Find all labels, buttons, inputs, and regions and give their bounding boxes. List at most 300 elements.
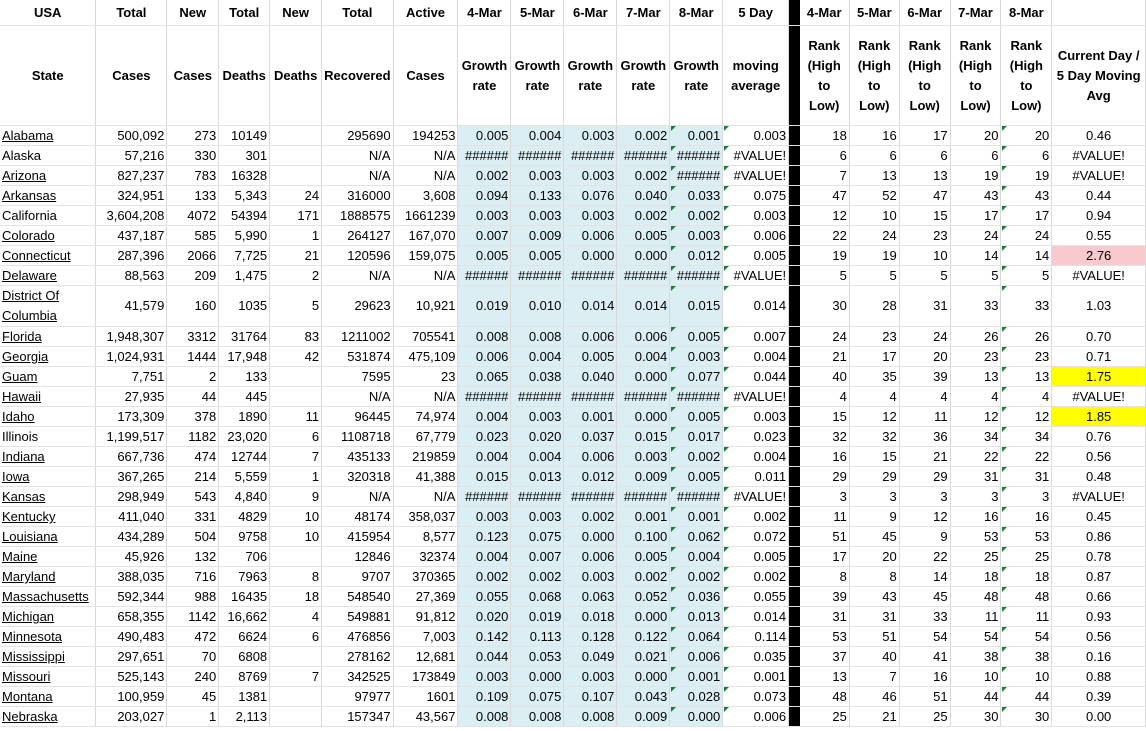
rank-cell[interactable]: 5 <box>950 266 1001 286</box>
recovered-cell[interactable]: 120596 <box>322 246 393 266</box>
growth-rate-cell[interactable]: 0.015 <box>458 467 511 487</box>
growth-rate-cell[interactable]: 0.006 <box>670 647 723 667</box>
total-deaths-cell[interactable]: 12744 <box>219 447 270 467</box>
header-cell[interactable] <box>1052 0 1146 26</box>
total-deaths-cell[interactable]: 4829 <box>219 507 270 527</box>
rank-cell[interactable]: 17 <box>1001 206 1052 226</box>
ratio-cell[interactable]: 0.78 <box>1052 547 1146 567</box>
new-cases-cell[interactable]: 44 <box>167 387 219 407</box>
new-cases-cell[interactable]: 504 <box>167 527 219 547</box>
rank-cell[interactable]: 21 <box>849 707 899 727</box>
state-link[interactable]: Montana <box>0 687 96 707</box>
rank-cell[interactable]: 5 <box>1001 266 1052 286</box>
ratio-cell[interactable]: 1.85 <box>1052 407 1146 427</box>
growth-rate-cell[interactable]: 0.004 <box>458 447 511 467</box>
state-link[interactable]: District Of Columbia <box>0 286 96 327</box>
header-cell[interactable]: 5 Day <box>723 0 789 26</box>
growth-rate-cell[interactable]: 0.002 <box>458 166 511 186</box>
state-link[interactable]: Kansas <box>0 487 96 507</box>
state-link[interactable]: Louisiana <box>0 527 96 547</box>
growth-rate-cell[interactable]: 0.052 <box>617 587 670 607</box>
rank-cell[interactable]: 39 <box>899 367 950 387</box>
rank-cell[interactable]: 24 <box>1001 226 1052 246</box>
new-deaths-cell[interactable]: 8 <box>270 567 322 587</box>
header-cell[interactable]: 4-Mar <box>458 0 511 26</box>
rank-cell[interactable]: 25 <box>800 707 850 727</box>
new-cases-cell[interactable]: 209 <box>167 266 219 286</box>
active-cases-cell[interactable]: 159,075 <box>393 246 458 266</box>
moving-average-cell[interactable]: 0.004 <box>723 447 789 467</box>
new-cases-cell[interactable]: 132 <box>167 547 219 567</box>
header-cell[interactable]: 7-Mar <box>950 0 1001 26</box>
rank-cell[interactable]: 13 <box>800 667 850 687</box>
growth-rate-cell[interactable]: 0.012 <box>564 467 617 487</box>
rank-cell[interactable]: 21 <box>899 447 950 467</box>
state-link[interactable]: Arkansas <box>0 186 96 206</box>
growth-rate-cell[interactable]: 0.000 <box>670 707 723 727</box>
rank-cell[interactable]: 46 <box>849 687 899 707</box>
growth-rate-cell[interactable]: 0.015 <box>617 427 670 447</box>
total-deaths-cell[interactable]: 445 <box>219 387 270 407</box>
rank-cell[interactable]: 10 <box>950 667 1001 687</box>
rank-cell[interactable]: 47 <box>800 186 850 206</box>
new-deaths-cell[interactable]: 4 <box>270 607 322 627</box>
growth-rate-cell[interactable]: 0.005 <box>670 407 723 427</box>
total-cases-cell[interactable]: 388,035 <box>96 567 167 587</box>
active-cases-cell[interactable]: 7,003 <box>393 627 458 647</box>
growth-rate-cell[interactable]: 0.002 <box>670 447 723 467</box>
rank-cell[interactable]: 17 <box>800 547 850 567</box>
growth-rate-cell[interactable]: 0.002 <box>617 206 670 226</box>
ratio-cell[interactable]: 0.93 <box>1052 607 1146 627</box>
new-deaths-cell[interactable]: 42 <box>270 347 322 367</box>
rank-cell[interactable]: 39 <box>800 587 850 607</box>
rank-cell[interactable]: 30 <box>950 707 1001 727</box>
header-cell[interactable]: Rank (High to Low) <box>899 26 950 126</box>
growth-rate-cell[interactable]: 0.007 <box>511 547 564 567</box>
ratio-cell[interactable]: 2.76 <box>1052 246 1146 266</box>
header-cell[interactable] <box>789 0 800 26</box>
growth-rate-cell[interactable]: 0.008 <box>458 327 511 347</box>
new-deaths-cell[interactable]: 6 <box>270 427 322 447</box>
new-cases-cell[interactable]: 1444 <box>167 347 219 367</box>
rank-cell[interactable]: 14 <box>950 246 1001 266</box>
rank-cell[interactable]: 16 <box>1001 507 1052 527</box>
rank-cell[interactable]: 44 <box>950 687 1001 707</box>
growth-rate-cell[interactable]: 0.003 <box>564 567 617 587</box>
moving-average-cell[interactable]: 0.073 <box>723 687 789 707</box>
ratio-cell[interactable]: #VALUE! <box>1052 387 1146 407</box>
growth-rate-cell[interactable]: 0.013 <box>511 467 564 487</box>
active-cases-cell[interactable]: N/A <box>393 387 458 407</box>
growth-rate-cell[interactable]: 0.004 <box>511 447 564 467</box>
growth-rate-cell[interactable]: 0.040 <box>564 367 617 387</box>
total-cases-cell[interactable]: 490,483 <box>96 627 167 647</box>
growth-rate-cell[interactable]: 0.004 <box>511 126 564 146</box>
rank-cell[interactable]: 22 <box>899 547 950 567</box>
rank-cell[interactable]: 16 <box>950 507 1001 527</box>
rank-cell[interactable]: 25 <box>1001 547 1052 567</box>
active-cases-cell[interactable]: 91,812 <box>393 607 458 627</box>
rank-cell[interactable]: 22 <box>800 226 850 246</box>
growth-rate-cell[interactable]: 0.003 <box>511 507 564 527</box>
total-deaths-cell[interactable]: 5,559 <box>219 467 270 487</box>
total-cases-cell[interactable]: 57,216 <box>96 146 167 166</box>
rank-cell[interactable]: 53 <box>800 627 850 647</box>
total-deaths-cell[interactable]: 23,020 <box>219 427 270 447</box>
header-cell[interactable]: Deaths <box>270 26 322 126</box>
rank-cell[interactable]: 3 <box>899 487 950 507</box>
growth-rate-cell[interactable]: 0.000 <box>617 607 670 627</box>
growth-rate-cell[interactable]: 0.064 <box>670 627 723 647</box>
total-cases-cell[interactable]: 88,563 <box>96 266 167 286</box>
new-deaths-cell[interactable] <box>270 166 322 186</box>
growth-rate-cell[interactable]: 0.009 <box>617 707 670 727</box>
growth-rate-cell[interactable]: 0.002 <box>617 126 670 146</box>
growth-rate-cell[interactable]: 0.003 <box>458 507 511 527</box>
header-cell[interactable]: 7-Mar <box>617 0 670 26</box>
header-cell[interactable]: Rank (High to Low) <box>950 26 1001 126</box>
new-cases-cell[interactable]: 240 <box>167 667 219 687</box>
recovered-cell[interactable]: 278162 <box>322 647 393 667</box>
rank-cell[interactable]: 20 <box>899 347 950 367</box>
growth-rate-cell[interactable]: ###### <box>564 387 617 407</box>
growth-rate-cell[interactable]: 0.003 <box>458 667 511 687</box>
total-cases-cell[interactable]: 297,651 <box>96 647 167 667</box>
growth-rate-cell[interactable]: ###### <box>564 487 617 507</box>
header-cell[interactable]: 5-Mar <box>511 0 564 26</box>
state-link[interactable]: Hawaii <box>0 387 96 407</box>
state-link[interactable]: Minnesota <box>0 627 96 647</box>
header-cell[interactable]: Growth rate <box>458 26 511 126</box>
rank-cell[interactable]: 19 <box>849 246 899 266</box>
total-deaths-cell[interactable]: 17,948 <box>219 347 270 367</box>
total-deaths-cell[interactable]: 16435 <box>219 587 270 607</box>
state-link[interactable]: Delaware <box>0 266 96 286</box>
moving-average-cell[interactable]: 0.006 <box>723 226 789 246</box>
total-deaths-cell[interactable]: 1381 <box>219 687 270 707</box>
rank-cell[interactable]: 15 <box>899 206 950 226</box>
header-cell[interactable]: Growth rate <box>617 26 670 126</box>
recovered-cell[interactable]: N/A <box>322 146 393 166</box>
active-cases-cell[interactable]: 41,388 <box>393 467 458 487</box>
total-cases-cell[interactable]: 411,040 <box>96 507 167 527</box>
new-deaths-cell[interactable] <box>270 547 322 567</box>
rank-cell[interactable]: 33 <box>899 607 950 627</box>
rank-cell[interactable]: 3 <box>1001 487 1052 507</box>
header-cell[interactable]: Deaths <box>219 26 270 126</box>
total-cases-cell[interactable]: 667,736 <box>96 447 167 467</box>
rank-cell[interactable]: 19 <box>800 246 850 266</box>
rank-cell[interactable]: 28 <box>849 286 899 327</box>
rank-cell[interactable]: 12 <box>800 206 850 226</box>
total-deaths-cell[interactable]: 9758 <box>219 527 270 547</box>
growth-rate-cell[interactable]: 0.044 <box>458 647 511 667</box>
rank-cell[interactable]: 54 <box>1001 627 1052 647</box>
growth-rate-cell[interactable]: 0.002 <box>617 166 670 186</box>
total-deaths-cell[interactable]: 1035 <box>219 286 270 327</box>
rank-cell[interactable]: 52 <box>849 186 899 206</box>
moving-average-cell[interactable]: 0.003 <box>723 206 789 226</box>
ratio-cell[interactable]: 0.56 <box>1052 447 1146 467</box>
ratio-cell[interactable]: 0.44 <box>1052 186 1146 206</box>
header-cell[interactable]: moving average <box>723 26 789 126</box>
recovered-cell[interactable]: 48174 <box>322 507 393 527</box>
recovered-cell[interactable]: 435133 <box>322 447 393 467</box>
rank-cell[interactable]: 4 <box>1001 387 1052 407</box>
total-cases-cell[interactable]: 500,092 <box>96 126 167 146</box>
ratio-cell[interactable]: 0.70 <box>1052 327 1146 347</box>
rank-cell[interactable]: 4 <box>950 387 1001 407</box>
new-cases-cell[interactable]: 716 <box>167 567 219 587</box>
growth-rate-cell[interactable]: 0.003 <box>617 447 670 467</box>
active-cases-cell[interactable]: N/A <box>393 166 458 186</box>
rank-cell[interactable]: 26 <box>950 327 1001 347</box>
rank-cell[interactable]: 24 <box>950 226 1001 246</box>
growth-rate-cell[interactable]: 0.100 <box>617 527 670 547</box>
growth-rate-cell[interactable]: ###### <box>511 487 564 507</box>
rank-cell[interactable]: 29 <box>899 467 950 487</box>
growth-rate-cell[interactable]: 0.004 <box>458 547 511 567</box>
total-deaths-cell[interactable]: 6624 <box>219 627 270 647</box>
growth-rate-cell[interactable]: 0.008 <box>458 707 511 727</box>
rank-cell[interactable]: 23 <box>950 347 1001 367</box>
rank-cell[interactable]: 43 <box>1001 186 1052 206</box>
state-link[interactable]: Alaska <box>0 146 96 166</box>
new-deaths-cell[interactable]: 2 <box>270 266 322 286</box>
ratio-cell[interactable]: 1.03 <box>1052 286 1146 327</box>
rank-cell[interactable]: 54 <box>899 627 950 647</box>
growth-rate-cell[interactable]: 0.055 <box>458 587 511 607</box>
recovered-cell[interactable]: N/A <box>322 266 393 286</box>
rank-cell[interactable]: 23 <box>1001 347 1052 367</box>
growth-rate-cell[interactable]: 0.107 <box>564 687 617 707</box>
new-deaths-cell[interactable]: 24 <box>270 186 322 206</box>
rank-cell[interactable]: 8 <box>800 567 850 587</box>
growth-rate-cell[interactable]: ###### <box>617 266 670 286</box>
growth-rate-cell[interactable]: 0.019 <box>511 607 564 627</box>
growth-rate-cell[interactable]: 0.028 <box>670 687 723 707</box>
growth-rate-cell[interactable]: 0.005 <box>564 347 617 367</box>
new-deaths-cell[interactable] <box>270 126 322 146</box>
rank-cell[interactable]: 31 <box>950 467 1001 487</box>
recovered-cell[interactable]: 12846 <box>322 547 393 567</box>
active-cases-cell[interactable]: 475,109 <box>393 347 458 367</box>
active-cases-cell[interactable]: 1661239 <box>393 206 458 226</box>
moving-average-cell[interactable]: 0.006 <box>723 707 789 727</box>
header-cell[interactable]: Cases <box>167 26 219 126</box>
new-deaths-cell[interactable]: 11 <box>270 407 322 427</box>
total-cases-cell[interactable]: 324,951 <box>96 186 167 206</box>
total-deaths-cell[interactable]: 1,475 <box>219 266 270 286</box>
new-cases-cell[interactable]: 330 <box>167 146 219 166</box>
new-cases-cell[interactable]: 783 <box>167 166 219 186</box>
rank-cell[interactable]: 8 <box>849 567 899 587</box>
rank-cell[interactable]: 23 <box>849 327 899 347</box>
rank-cell[interactable]: 13 <box>1001 367 1052 387</box>
rank-cell[interactable]: 9 <box>849 507 899 527</box>
growth-rate-cell[interactable]: 0.002 <box>670 206 723 226</box>
header-cell[interactable]: 6-Mar <box>564 0 617 26</box>
rank-cell[interactable]: 22 <box>950 447 1001 467</box>
rank-cell[interactable]: 11 <box>1001 607 1052 627</box>
moving-average-cell[interactable]: 0.005 <box>723 547 789 567</box>
active-cases-cell[interactable]: 705541 <box>393 327 458 347</box>
moving-average-cell[interactable]: 0.001 <box>723 667 789 687</box>
total-deaths-cell[interactable]: 10149 <box>219 126 270 146</box>
growth-rate-cell[interactable]: 0.014 <box>617 286 670 327</box>
total-deaths-cell[interactable]: 7963 <box>219 567 270 587</box>
recovered-cell[interactable]: 320318 <box>322 467 393 487</box>
new-deaths-cell[interactable]: 83 <box>270 327 322 347</box>
rank-cell[interactable]: 19 <box>950 166 1001 186</box>
growth-rate-cell[interactable]: 0.037 <box>564 427 617 447</box>
rank-cell[interactable]: 10 <box>899 246 950 266</box>
moving-average-cell[interactable]: 0.055 <box>723 587 789 607</box>
state-link[interactable]: California <box>0 206 96 226</box>
rank-cell[interactable]: 24 <box>849 226 899 246</box>
growth-rate-cell[interactable]: ###### <box>670 266 723 286</box>
total-cases-cell[interactable]: 3,604,208 <box>96 206 167 226</box>
moving-average-cell[interactable]: 0.002 <box>723 507 789 527</box>
rank-cell[interactable]: 24 <box>899 327 950 347</box>
rank-cell[interactable]: 34 <box>1001 427 1052 447</box>
growth-rate-cell[interactable]: 0.006 <box>617 327 670 347</box>
total-deaths-cell[interactable]: 5,990 <box>219 226 270 246</box>
rank-cell[interactable]: 23 <box>899 226 950 246</box>
rank-cell[interactable]: 13 <box>849 166 899 186</box>
state-link[interactable]: Arizona <box>0 166 96 186</box>
new-deaths-cell[interactable]: 10 <box>270 507 322 527</box>
new-cases-cell[interactable]: 70 <box>167 647 219 667</box>
rank-cell[interactable]: 14 <box>1001 246 1052 266</box>
total-cases-cell[interactable]: 7,751 <box>96 367 167 387</box>
ratio-cell[interactable]: 0.86 <box>1052 527 1146 547</box>
growth-rate-cell[interactable]: 0.109 <box>458 687 511 707</box>
new-cases-cell[interactable]: 1142 <box>167 607 219 627</box>
rank-cell[interactable]: 45 <box>899 587 950 607</box>
rank-cell[interactable]: 3 <box>849 487 899 507</box>
growth-rate-cell[interactable]: 0.040 <box>617 186 670 206</box>
recovered-cell[interactable]: 1888575 <box>322 206 393 226</box>
growth-rate-cell[interactable]: 0.009 <box>511 226 564 246</box>
ratio-cell[interactable]: 0.39 <box>1052 687 1146 707</box>
state-link[interactable]: Michigan <box>0 607 96 627</box>
rank-cell[interactable]: 31 <box>899 286 950 327</box>
recovered-cell[interactable]: 29623 <box>322 286 393 327</box>
rank-cell[interactable]: 54 <box>950 627 1001 647</box>
rank-cell[interactable]: 30 <box>1001 707 1052 727</box>
growth-rate-cell[interactable]: 0.000 <box>617 667 670 687</box>
rank-cell[interactable]: 20 <box>950 126 1001 146</box>
new-deaths-cell[interactable]: 171 <box>270 206 322 226</box>
active-cases-cell[interactable]: 67,779 <box>393 427 458 447</box>
state-link[interactable]: Alabama <box>0 126 96 146</box>
growth-rate-cell[interactable]: 0.001 <box>564 407 617 427</box>
rank-cell[interactable]: 25 <box>950 547 1001 567</box>
growth-rate-cell[interactable]: ###### <box>564 146 617 166</box>
growth-rate-cell[interactable]: 0.002 <box>564 507 617 527</box>
rank-cell[interactable]: 11 <box>950 607 1001 627</box>
moving-average-cell[interactable]: #VALUE! <box>723 487 789 507</box>
active-cases-cell[interactable]: 8,577 <box>393 527 458 547</box>
rank-cell[interactable]: 22 <box>1001 447 1052 467</box>
rank-cell[interactable]: 7 <box>800 166 850 186</box>
growth-rate-cell[interactable]: 0.036 <box>670 587 723 607</box>
total-cases-cell[interactable]: 27,935 <box>96 387 167 407</box>
growth-rate-cell[interactable]: 0.000 <box>564 527 617 547</box>
new-deaths-cell[interactable]: 18 <box>270 587 322 607</box>
growth-rate-cell[interactable]: 0.094 <box>458 186 511 206</box>
recovered-cell[interactable]: 295690 <box>322 126 393 146</box>
moving-average-cell[interactable]: 0.014 <box>723 607 789 627</box>
rank-cell[interactable]: 26 <box>1001 327 1052 347</box>
header-cell[interactable]: Total <box>322 0 393 26</box>
new-deaths-cell[interactable] <box>270 146 322 166</box>
growth-rate-cell[interactable]: 0.001 <box>670 126 723 146</box>
growth-rate-cell[interactable]: 0.010 <box>511 286 564 327</box>
rank-cell[interactable]: 16 <box>899 667 950 687</box>
new-deaths-cell[interactable]: 21 <box>270 246 322 266</box>
growth-rate-cell[interactable]: 0.123 <box>458 527 511 547</box>
recovered-cell[interactable]: 476856 <box>322 627 393 647</box>
growth-rate-cell[interactable]: 0.005 <box>511 246 564 266</box>
total-cases-cell[interactable]: 367,265 <box>96 467 167 487</box>
growth-rate-cell[interactable]: ###### <box>458 487 511 507</box>
total-deaths-cell[interactable]: 4,840 <box>219 487 270 507</box>
ratio-cell[interactable]: #VALUE! <box>1052 166 1146 186</box>
rank-cell[interactable]: 12 <box>849 407 899 427</box>
new-deaths-cell[interactable] <box>270 367 322 387</box>
header-cell[interactable]: USA <box>0 0 96 26</box>
moving-average-cell[interactable]: 0.014 <box>723 286 789 327</box>
rank-cell[interactable]: 5 <box>899 266 950 286</box>
ratio-cell[interactable]: 0.94 <box>1052 206 1146 226</box>
rank-cell[interactable]: 6 <box>849 146 899 166</box>
recovered-cell[interactable]: 531874 <box>322 347 393 367</box>
recovered-cell[interactable]: N/A <box>322 166 393 186</box>
rank-cell[interactable]: 13 <box>950 367 1001 387</box>
state-link[interactable]: Georgia <box>0 347 96 367</box>
growth-rate-cell[interactable]: 0.005 <box>670 327 723 347</box>
growth-rate-cell[interactable]: 0.017 <box>670 427 723 447</box>
recovered-cell[interactable]: 415954 <box>322 527 393 547</box>
rank-cell[interactable]: 33 <box>1001 286 1052 327</box>
rank-cell[interactable]: 6 <box>950 146 1001 166</box>
growth-rate-cell[interactable]: 0.007 <box>458 226 511 246</box>
total-deaths-cell[interactable]: 16,662 <box>219 607 270 627</box>
ratio-cell[interactable]: 0.71 <box>1052 347 1146 367</box>
rank-cell[interactable]: 32 <box>800 427 850 447</box>
recovered-cell[interactable]: 264127 <box>322 226 393 246</box>
new-cases-cell[interactable]: 273 <box>167 126 219 146</box>
growth-rate-cell[interactable]: 0.068 <box>511 587 564 607</box>
active-cases-cell[interactable]: 23 <box>393 367 458 387</box>
new-cases-cell[interactable]: 2066 <box>167 246 219 266</box>
rank-cell[interactable]: 29 <box>849 467 899 487</box>
growth-rate-cell[interactable]: 0.000 <box>617 246 670 266</box>
state-link[interactable]: Iowa <box>0 467 96 487</box>
active-cases-cell[interactable]: 194253 <box>393 126 458 146</box>
new-deaths-cell[interactable] <box>270 647 322 667</box>
new-cases-cell[interactable]: 472 <box>167 627 219 647</box>
rank-cell[interactable]: 48 <box>950 587 1001 607</box>
growth-rate-cell[interactable]: 0.004 <box>670 547 723 567</box>
growth-rate-cell[interactable]: 0.018 <box>564 607 617 627</box>
header-cell[interactable] <box>789 26 800 126</box>
total-cases-cell[interactable]: 287,396 <box>96 246 167 266</box>
rank-cell[interactable]: 24 <box>800 327 850 347</box>
